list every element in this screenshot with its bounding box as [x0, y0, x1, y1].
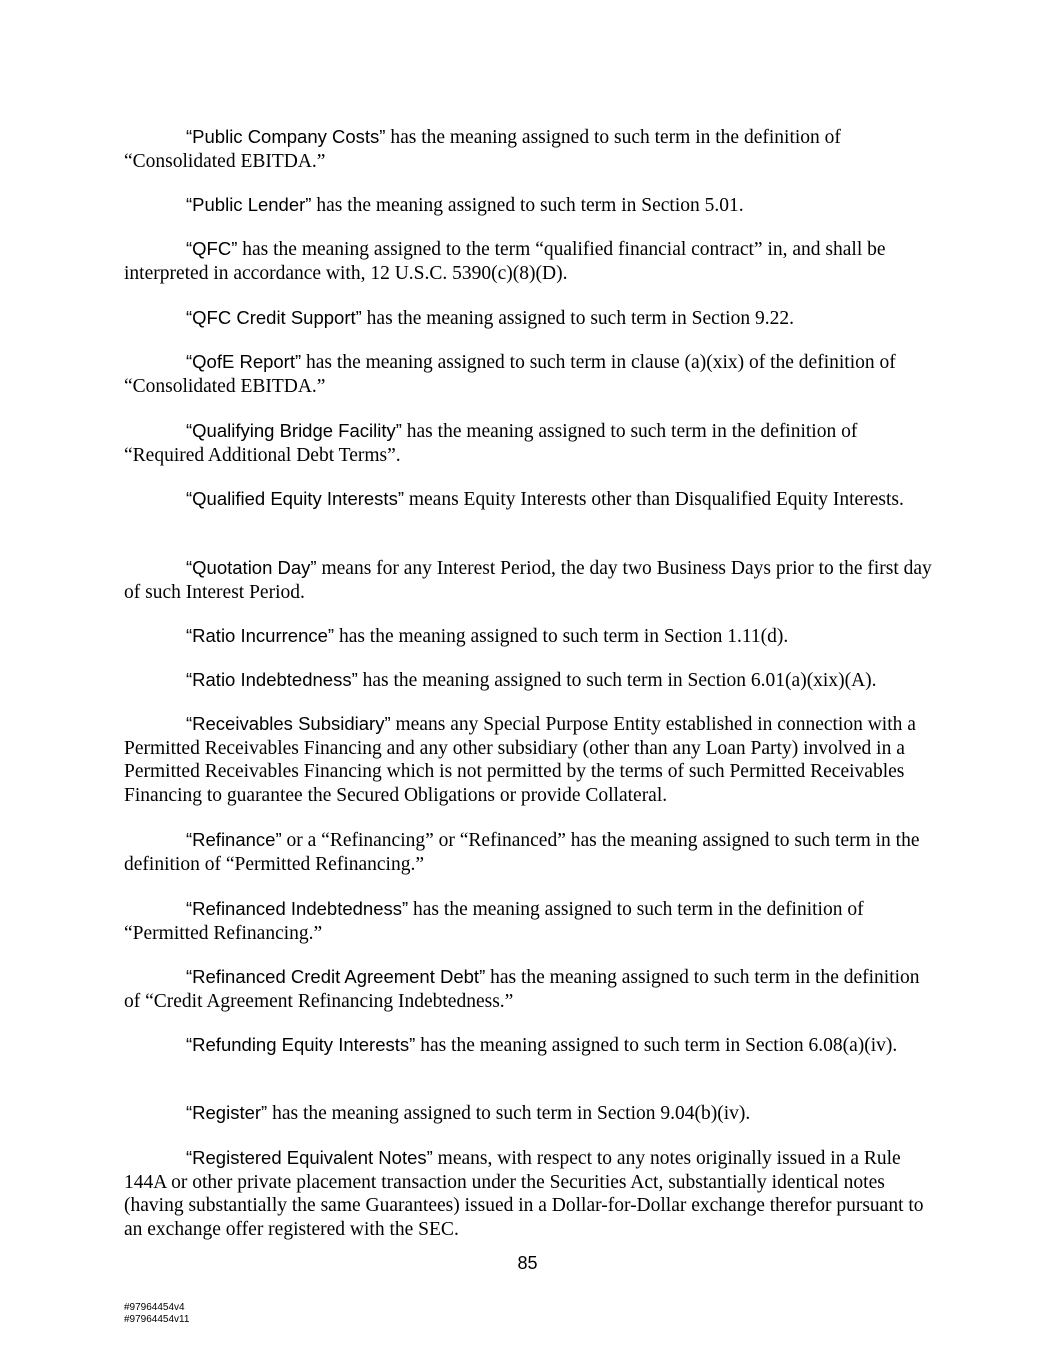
definition-text: means Equity Interests other than Disqualified Equity Interests. — [403, 489, 904, 510]
definition-refinance — [124, 828, 934, 876]
defined-term: “Ratio Incurrence” — [186, 625, 335, 646]
definition-text: or a “Refinancing” or “Refinanced” has the meaning assigned to such term in the definition of “Permitted Refinancing.” — [124, 830, 920, 875]
definition-registered-equivalent-notes — [124, 1146, 934, 1241]
definition-qofe-report — [124, 350, 934, 398]
definition-text: has the meaning assigned to such term in the definition of “Credit Agreement Refinancing Indebtedness.” — [124, 967, 920, 1012]
definition-text: has the meaning assigned to such term in the definition of “Consolidated EBITDA.” — [124, 127, 841, 172]
definition-text: means any Special Purpose Entity established in connection with a Permitted Receivables Financing and any other subsidiary (other than any Loan Party) involved in a Permitted Receivables Financing which is not permitted by the terms of such Permitted Receivables Financing to guarantee the Secured Obligations or provide Collateral. — [124, 714, 916, 806]
definition-ratio-indebtedness — [124, 668, 934, 693]
defined-term: “Refunding Equity Interests” — [186, 1034, 416, 1055]
defined-term: “QofE Report” — [186, 351, 302, 372]
document-id: #97964454v11 — [124, 1314, 190, 1325]
defined-term: “Qualified Equity Interests” — [186, 488, 404, 509]
definition-receivables-subsidiary — [124, 712, 934, 807]
defined-term: “Registered Equivalent Notes” — [186, 1147, 433, 1168]
defined-term: “Ratio Indebtedness” — [186, 669, 358, 690]
definition-text: has the meaning assigned to such term in the definition of “Permitted Refinancing.” — [124, 899, 864, 944]
defined-term: “Public Lender” — [186, 194, 312, 215]
definition-text: has the meaning assigned to such term in Section 6.01(a)(xix)(A). — [357, 670, 877, 691]
definition-refunding-equity-interests — [124, 1033, 934, 1058]
definition-ratio-incurrence — [124, 624, 934, 649]
definition-qfc-credit-support — [124, 306, 934, 331]
definition-public-lender — [124, 193, 934, 218]
definition-refinanced-indebtedness — [124, 897, 934, 945]
definition-text: has the meaning assigned to such term in the definition of “Required Additional Debt Terms”. — [124, 421, 858, 466]
defined-term: “Public Company Costs” — [186, 126, 386, 147]
definition-public-company-costs — [124, 125, 934, 173]
definition-text: means, with respect to any notes originally issued in a Rule 144A or other private placement transaction under the Securities Act, substantially identical notes (having substantially the same Guarantees) issued in a Dollar-for-Dollar exchange therefor pursuant to an exchange offer registered with the SEC. — [124, 1148, 924, 1240]
definition-text: has the meaning assigned to such term in Section 9.04(b)(iv). — [267, 1103, 751, 1124]
definition-quotation-day — [124, 556, 934, 604]
defined-term: “Refinanced Credit Agreement Debt” — [186, 966, 486, 987]
definition-text: has the meaning assigned to such term in Section 5.01. — [311, 195, 744, 216]
definition-refinanced-credit-agreement-debt — [124, 965, 934, 1013]
defined-term: “Refinanced Indebtedness” — [186, 898, 409, 919]
page-number: 85 — [517, 1253, 538, 1273]
definition-qualified-equity-interests — [124, 487, 934, 512]
defined-term: “Register” — [186, 1102, 268, 1123]
definition-text: has the meaning assigned to such term in clause (a)(xix) of the definition of “Consolidated EBITDA.” — [124, 352, 896, 397]
defined-term: “QFC” — [186, 238, 238, 259]
defined-term: “Qualifying Bridge Facility” — [186, 420, 402, 441]
definition-text: has the meaning assigned to such term in Section 9.22. — [361, 308, 794, 329]
definition-qualifying-bridge-facility — [124, 419, 934, 467]
definition-text: has the meaning assigned to such term in Section 1.11(d). — [334, 626, 789, 647]
defined-term: “Quotation Day” — [186, 557, 317, 578]
document-id: #97964454v4 — [124, 1302, 185, 1313]
defined-term: “QFC Credit Support” — [186, 307, 362, 328]
definition-qfc — [124, 237, 934, 285]
definition-register — [124, 1101, 934, 1126]
defined-term: “Receivables Subsidiary” — [186, 713, 391, 734]
definition-text: means for any Interest Period, the day two Business Days prior to the first day of such Interest Period. — [124, 558, 932, 603]
definition-text: has the meaning assigned to such term in Section 6.08(a)(iv). — [415, 1035, 898, 1056]
defined-term: “Refinance” — [186, 829, 282, 850]
definition-text: has the meaning assigned to the term “qualified financial contract” in, and shall be interpreted in accordance with, 12 U.S.C. 5390(c)(8)(D). — [124, 239, 886, 284]
